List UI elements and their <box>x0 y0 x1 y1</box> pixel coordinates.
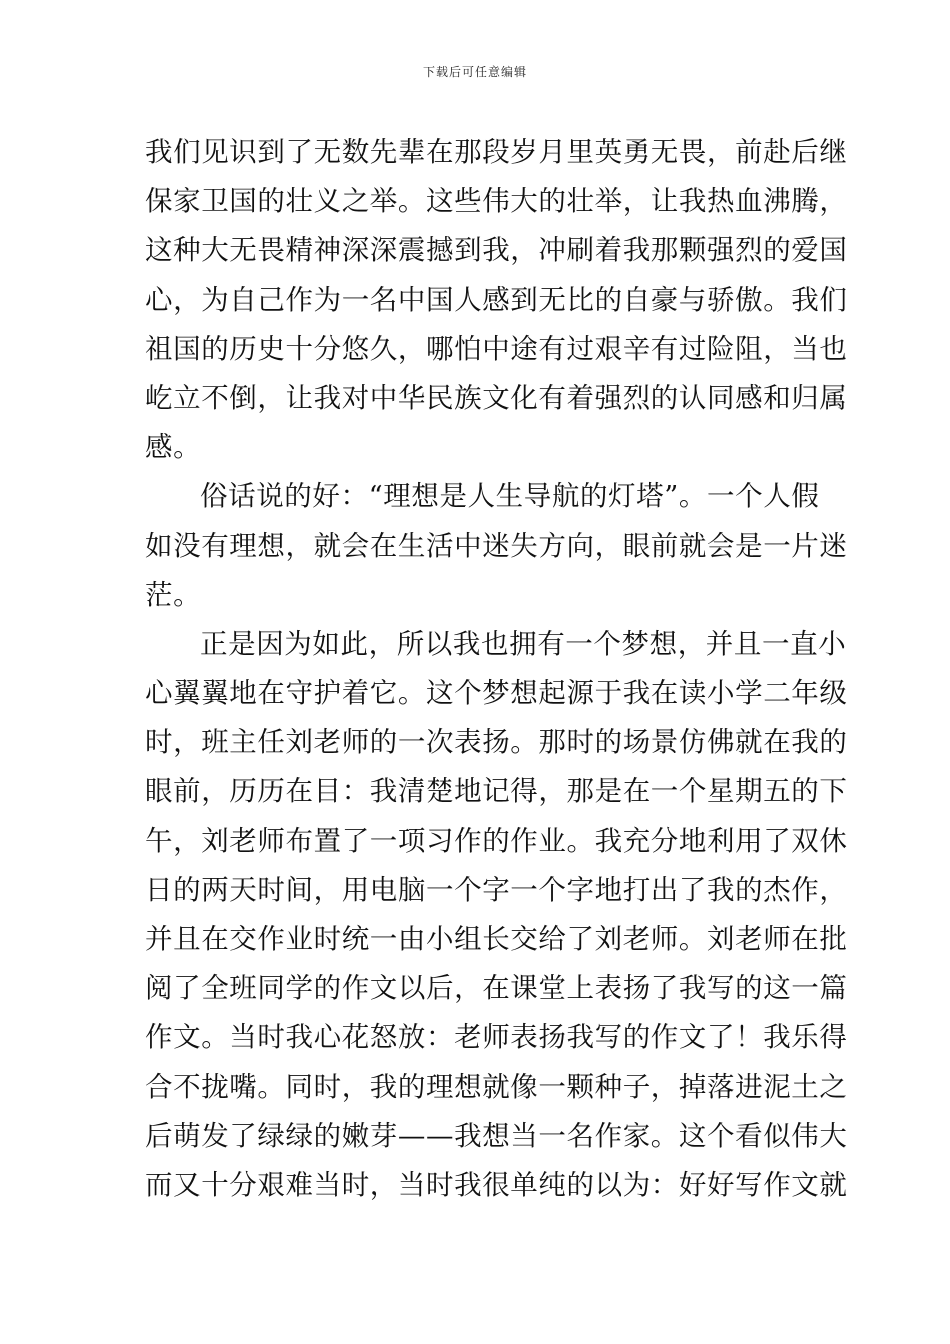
text-line: 茫。 <box>145 578 202 611</box>
text-line: 而又十分艰难当时，当时我很单纯的以为：好好写作文就 <box>145 1168 848 1201</box>
text-line: 屹立不倒，让我对中华民族文化有着强烈的认同感和归属 <box>145 381 848 414</box>
text-line: 眼前，历历在目：我清楚地记得，那是在一个星期五的下 <box>145 775 848 808</box>
text-line: 后萌发了绿绿的嫩芽——我想当一名作家。这个看似伟大 <box>145 1119 848 1152</box>
paragraph-first-line: 俗话说的好：“理想是人生导航的灯塔”。一个人假 <box>200 480 820 513</box>
text-line: 祖国的历史十分悠久，哪怕中途有过艰辛有过险阻，当也 <box>145 332 848 365</box>
text-line: 心翼翼地在守护着它。这个梦想起源于我在读小学二年级 <box>145 677 848 710</box>
text-line: 心，为自己作为一名中国人感到无比的自豪与骄傲。我们 <box>145 283 848 316</box>
text-line: 保家卫国的壮义之举。这些伟大的壮举，让我热血沸腾， <box>145 185 848 218</box>
text-line: 时，班主任刘老师的一次表扬。那时的场景仿佛就在我的 <box>145 726 848 759</box>
text-line: 午，刘老师布置了一项习作的作业。我充分地利用了双休 <box>145 824 848 857</box>
page-header: 下载后可任意编辑 <box>422 65 527 79</box>
text-line: 并且在交作业时统一由小组长交给了刘老师。刘老师在批 <box>145 923 848 955</box>
text-line: 作文。当时我心花怒放：老师表扬我写的作文了！我乐得 <box>145 1021 848 1054</box>
paragraph-first-line: 正是因为如此，所以我也拥有一个梦想，并且一直小 <box>200 627 847 660</box>
text-line: 如没有理想，就会在生活中迷失方向，眼前就会是一片迷 <box>145 529 848 562</box>
text-line: 感。 <box>145 431 202 464</box>
text-line: 阅了全班同学的作文以后，在课堂上表扬了我写的这一篇 <box>145 972 848 1005</box>
document-body <box>145 128 848 1210</box>
text-line: 这种大无畏精神深深震撼到我，冲刷着我那颗强烈的爱国 <box>145 234 848 267</box>
text-line: 我们见识到了无数先辈在那段岁月里英勇无畏，前赴后继 <box>145 136 848 168</box>
text-line: 日的两天时间，用电脑一个字一个字地打出了我的杰作， <box>145 873 848 906</box>
text-line: 合不拢嘴。同时，我的理想就像一颗种子，掉落进泥土之 <box>145 1070 848 1103</box>
